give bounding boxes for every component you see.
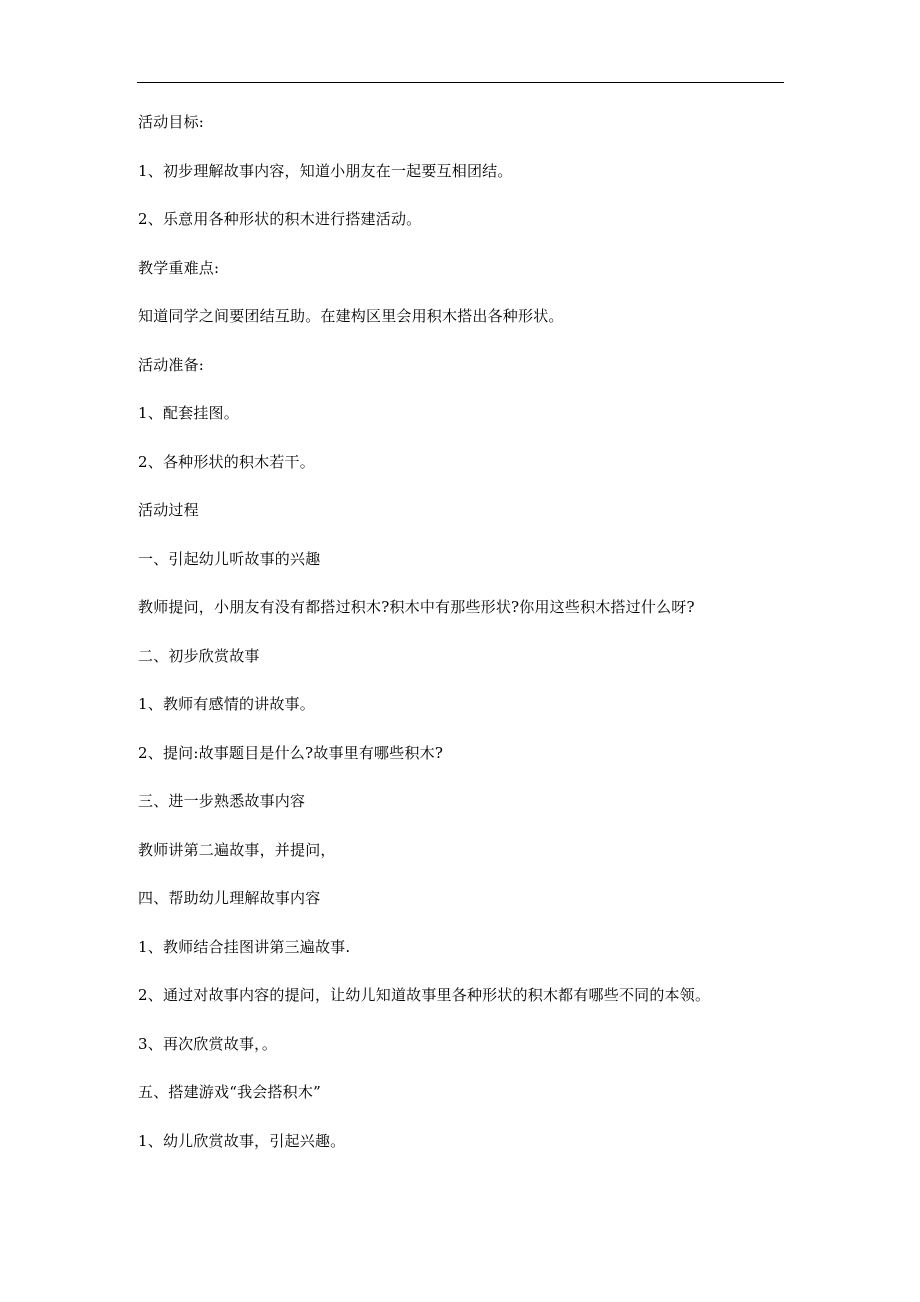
paragraph: 1、幼儿欣赏故事，引起兴趣。 <box>138 1131 346 1150</box>
paragraph: 2、通过对故事内容的提问，让幼儿知道故事里各种形状的积木都有哪些不同的本领。 <box>138 986 711 1004</box>
paragraph: 1、教师有感情的讲故事。 <box>138 695 315 713</box>
step-heading: 五、搭建游戏“我会搭积木” <box>138 1083 321 1101</box>
paragraph: 3、再次欣赏故事，。 <box>138 1034 278 1053</box>
paragraph: 2、各种形状的积木若干。 <box>138 452 315 471</box>
paragraph: 1、初步理解故事内容，知道小朋友在一起要互相团结。 <box>138 161 513 180</box>
section-heading-process: 活动过程 <box>138 501 199 519</box>
paragraph: 教师讲第二遍故事，并提问， <box>138 840 336 859</box>
step-heading: 三、进一步熟悉故事内容 <box>138 792 306 810</box>
paragraph: 1、配套挂图。 <box>138 404 239 422</box>
step-heading: 二、初步欣赏故事 <box>138 646 260 665</box>
section-heading-goals: 活动目标: <box>138 113 205 131</box>
section-heading-key-points: 教学重难点: <box>138 258 220 277</box>
document-body <box>138 112 798 1179</box>
paragraph: 教师提问，小朋友有没有都搭过积木?积木中有那些形状?你用这些积木搭过什么呀? <box>138 598 695 616</box>
header-rule <box>137 82 784 83</box>
paragraph: 1、教师结合挂图讲第三遍故事. <box>138 937 351 956</box>
step-heading: 四、帮助幼儿理解故事内容 <box>138 889 321 907</box>
step-heading: 一、引起幼儿听故事的兴趣 <box>138 549 321 568</box>
section-heading-preparation: 活动准备: <box>138 355 205 374</box>
paragraph: 知道同学之间要团结互助。在建构区里会用积木搭出各种形状。 <box>138 307 564 325</box>
paragraph: 2、提问:故事题目是什么?故事里有哪些积木? <box>138 743 444 762</box>
paragraph: 2、乐意用各种形状的积木进行搭建活动。 <box>138 210 422 228</box>
